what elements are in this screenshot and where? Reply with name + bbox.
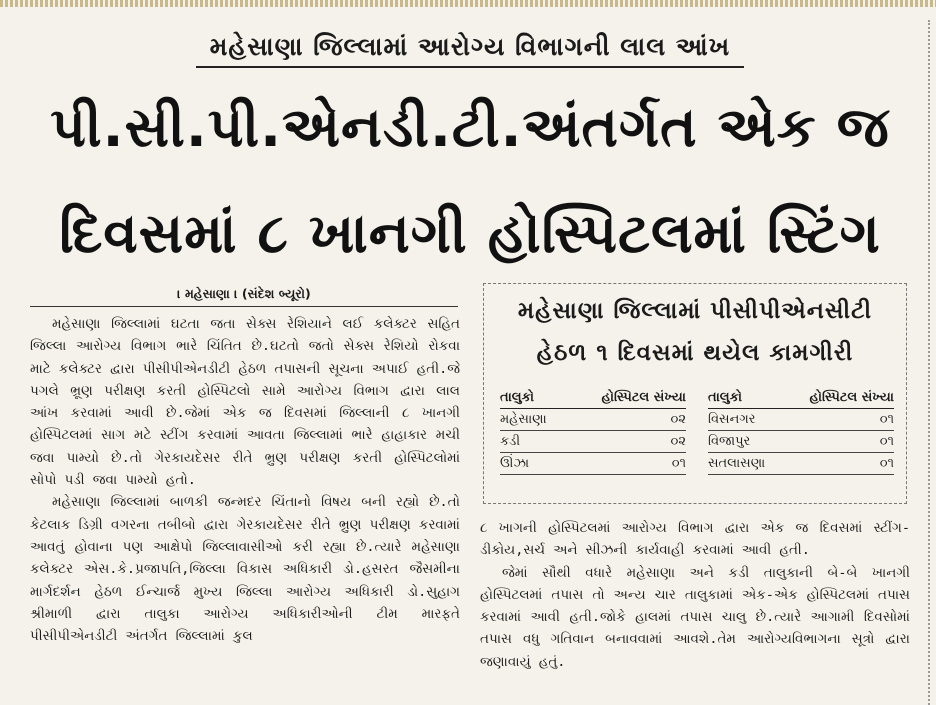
- stats-box: [483, 283, 907, 504]
- taluka-name: વિસનગર: [708, 412, 756, 427]
- taluka-name: વિજાપુર: [708, 434, 751, 449]
- kicker-headline: મહેસાણા જિલ્લામાં આરોગ્ય વિભાગની લાલ આંખ: [196, 32, 744, 68]
- hospital-count: ૦૧: [879, 434, 894, 449]
- stats-table-left: [500, 390, 686, 475]
- taluka-name: કડી: [500, 434, 521, 449]
- hospital-count: ૦૨: [670, 434, 686, 449]
- stats-table-header: [500, 390, 686, 409]
- article-column-left: [30, 313, 460, 647]
- article-paragraph-1: મહેસાણા જિલ્લામાં ઘટતા જતા સેક્સ રેશિયાને લઈ કલેક્ટર સહિત જિલ્લા આરોગ્ય વિભાગ ભારે ચિંતિત છે.ઘટતો જતો સેક્સ રેશિયો રોકવા માટે કલેક્ટર દ્વારા પીસીપીએનડીટી હેઠળ તપાસની સૂચના અપાઈ હતી.જે પગલે ભ્રૂણ પરીક્ષણ કરતી હોસ્પિટલો સામે આરોગ્ય વિભાગ દ્વારા લાલ આંખ કરવામાં આવી છે.જેમાં એક જ દિવસમાં જિલ્લાની ૮ ખાનગી હોસ્પિટલમાં સાગ મટે સ્ટીંગ કરવામાં આવતા જિલ્લામાં ભારે હાહાકાર મચી જવા પામ્યો છે.તો ગેરકાયદેસર રીતે ભ્રુણ પરીક્ષણ કરતી હોસ્પિટલોમાં સોપો પડી જવા પામ્યો હતો.: [30, 316, 460, 489]
- taluka-name: મહેસાણા: [500, 412, 547, 427]
- table-row: [708, 409, 894, 431]
- article-column-right: [480, 517, 910, 673]
- article-paragraph-3: ૮ ખાગની હોસ્પિટલમાં આરોગ્ય વિભાગ દ્વારા એક જ દિવસમાં સ્ટીંગ-ડીકોય,સર્ચ અને સીઝની કાર્યવાહી કરવામાં આવી હતી.: [480, 520, 910, 559]
- table-row: [500, 453, 686, 475]
- stats-table-right: [708, 390, 894, 475]
- hospital-count: ૦૧: [671, 456, 686, 471]
- hospital-count: ૦૨: [670, 412, 686, 427]
- headline-line-2: દિવસમાં ૮ ખાનગી હોસ્પિટલમાં સ્ટિંગ: [59, 201, 881, 265]
- byline: । મહેસાણા । (સંદેશ બ્યૂરો): [30, 286, 458, 307]
- table-row: [708, 431, 894, 453]
- table-row: [500, 431, 686, 453]
- header-count: હોસ્પિટલ સંખ્યા: [601, 390, 686, 405]
- taluka-name: ઊંઝા: [500, 456, 530, 471]
- article-paragraph-4: જેમાં સૌથી વધારે મહેસાણા અને કડી તાલુકાની બે-બે ખાનગી હોસ્પિટલમાં તપાસ તો અન્ય ચાર તાલુકામાં એક-એક હોસ્પિટલમાં તપાસ કરવામાં આવી હતી.જોકે હાલમાં તપાસ ચાલુ છે.ત્યારે આગામી દિવસોમાં તપાસ વધુ ગતિવાન બનાવવામાં આવશે.તેમ આરોગ્યવિભાગના સૂત્રો દ્વારા જણાવાયું હતું.: [480, 564, 910, 670]
- header-taluka: તાલુકો: [500, 390, 535, 405]
- header-taluka: તાલુકો: [708, 390, 743, 405]
- stats-table-header: [708, 390, 894, 409]
- top-border-rule: [0, 0, 936, 7]
- stats-box-title-line-1: મહેસાણા જિલ્લામાં પીસીપીએનસીટી: [517, 298, 873, 324]
- hospital-count: ૦૧: [879, 412, 894, 427]
- article-paragraph-2: મહેસાણા જિલ્લામાં બાળકી જન્મદર ચિંતાનો વિષય બની રહ્યો છે.તો કેટલાક ડિગ્રી વગરના તબીબો દ્વારા ગેરકાયદેસર રીતે ભ્રુણ પરીક્ષણ કરવામાં આવતું હોવાના પણ આક્ષેપો જિલ્લાવાસીઓ કરી રહ્યા છે.ત્યારે મહેસાણા કલેક્ટર એસ.કે.પ્રજાપતિ,જિલ્લા વિકાસ અધિકારી ડો.હસરત જૈસમીના માર્ગદર્શન હેઠળ ઈન્ચાર્જ મુખ્ય જિલ્લા આરોગ્ય અધિકારી ડો.સુહાગ શ્રીમાળી દ્વારા તાલુકા આરોગ્ય અધિકારીઓની ટીમ મારફતે પીસીપીએનડીટી અંતર્ગત જિલ્લામાં કુલ: [30, 494, 460, 645]
- hospital-count: ૦૧: [879, 456, 894, 471]
- stats-box-title-line-2: હેઠળ ૧ દિવસમાં થયેલ કામગીરી: [536, 340, 854, 366]
- headline-line-1: પી.સી.પી.એનડી.ટી.અંતર્ગત એક જ: [50, 95, 890, 159]
- column-divider: [928, 20, 930, 705]
- taluka-name: સતલાસણા: [708, 456, 766, 471]
- table-row: [500, 409, 686, 431]
- table-row: [708, 453, 894, 475]
- header-count: હોસ્પિટલ સંખ્યા: [809, 390, 894, 405]
